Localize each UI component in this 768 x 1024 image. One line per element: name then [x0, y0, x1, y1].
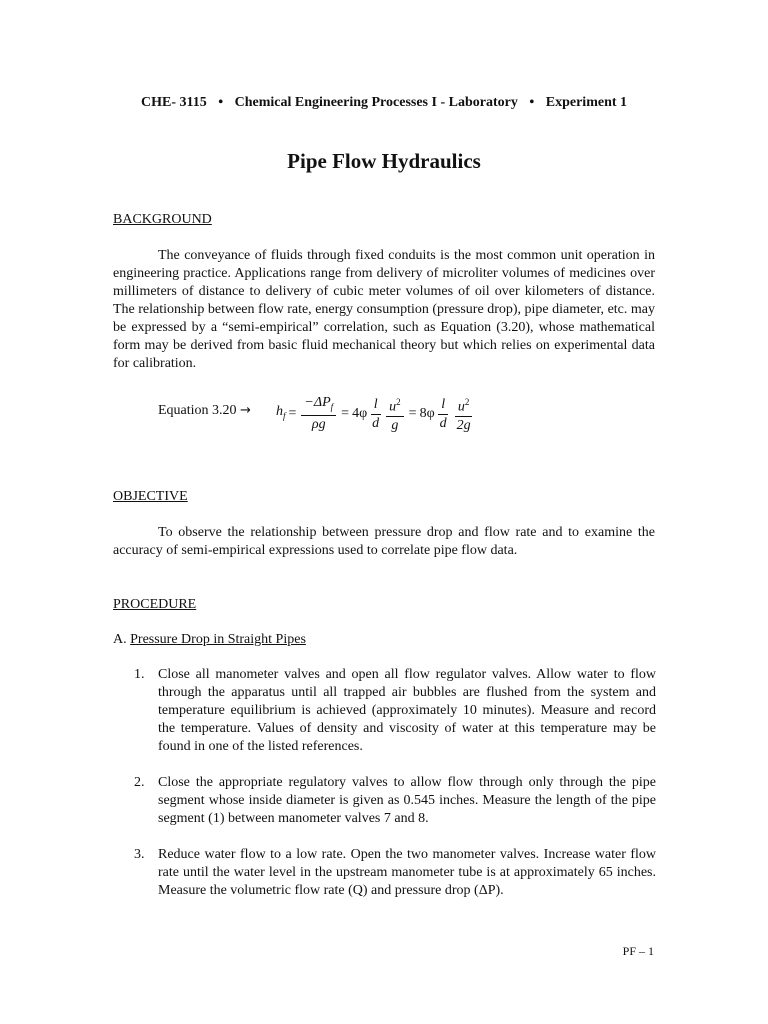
list-item-text: Close the appropriate regulatory valves to allow flow through only through the pipe segment whose inside diameter is given as 0.545 inches. Measure the length of the pipe segment (1) between manometer valves 7 and 8. [158, 775, 656, 826]
equation-3-20 [158, 392, 578, 436]
fraction-pressure-over-rho-g: $\frac{-\Delta P_f}{\rho g}$ [301, 394, 336, 435]
equation-math [276, 392, 476, 436]
equals-sign-2: = [341, 406, 350, 421]
procedure-heading: PROCEDURE [113, 597, 197, 612]
equation-label-text: Equation 3.20 [158, 403, 237, 418]
fraction-u2-over-g: $\frac{u^2}{g}$ [386, 393, 404, 436]
list-item-text: Reduce water flow to a low rate. Open the two manometer valves. Increase water flow rate until the water level in the upstream manometer tube is at approximately 65 inches. Measure the volumetric flow rate (Q) and pressure drop (ΔP). [158, 847, 656, 898]
experiment-label: Experiment 1 [545, 95, 628, 110]
bullet-separator-2: • [529, 95, 535, 110]
page-title: Pipe Flow Hydraulics [287, 149, 481, 173]
subsection-letter: A. [113, 632, 127, 647]
fraction-l-over-d-1: $\frac{l}{d}$ [372, 396, 380, 431]
list-item-text: Close all manometer valves and open all flow regulator valves. Allow water to flow through the apparatus until all trapped air bubbles are flushed from the system and temperature equilibrium is achieved (approximately 10 minutes). Measure and record the temperature. Values of density and viscosity of water at this temperature may be found in one of the listed references. [158, 667, 656, 754]
page-number: PF – 1 [622, 944, 654, 958]
course-title: Chemical Engineering Processes I - Laboratory [234, 95, 518, 110]
subsection-title: Pressure Drop in Straight Pipes [130, 632, 306, 647]
background-heading: BACKGROUND [113, 212, 212, 227]
right-arrow-icon: → [240, 403, 251, 418]
equals-sign-3: = [408, 406, 417, 421]
subsection-heading [113, 631, 306, 649]
objective-paragraph: To observe the relationship between pressure drop and flow rate and to examine the accuracy of semi-empirical expressions used to correlate pipe flow data. [113, 525, 655, 558]
background-paragraph: The conveyance of fluids through fixed conduits is the most common unit operation in engineering practice. Applications range from delivery of microliter volumes of medicines over millimeters of distance to delivery of cubic meter volumes of oil over kilometers of distance. The relationship between flow rate, energy consumption (pressure drop), pipe diameter, etc. may be expressed by a “semi-empirical” correlation, such as Equation (3.20), whose mathematical form may be derived from basic fluid mechanical theory but which relies on experimental data for calibration. [113, 248, 655, 371]
coefficient-8phi: 8φ [419, 406, 435, 421]
list-item-number: 3. [134, 847, 145, 862]
course-header [0, 94, 768, 112]
list-item-number: 2. [134, 775, 145, 790]
fraction-u2-over-2g: $\frac{u^2}{2g}$ [454, 393, 474, 436]
equals-sign-1: = [288, 406, 297, 421]
equation-label [158, 402, 251, 420]
list-item-number: 1. [134, 667, 145, 682]
bullet-separator-1: • [218, 95, 224, 110]
fraction-l-over-d-2: $\frac{l}{d}$ [439, 396, 447, 431]
list-item [134, 774, 656, 828]
course-code: CHE- 3115 [140, 95, 207, 110]
objective-heading: OBJECTIVE [113, 489, 188, 504]
head-loss-symbol: $h_f$ [276, 404, 286, 421]
list-item [134, 846, 656, 900]
list-item [134, 666, 656, 756]
coefficient-4phi: 4φ [352, 406, 368, 421]
